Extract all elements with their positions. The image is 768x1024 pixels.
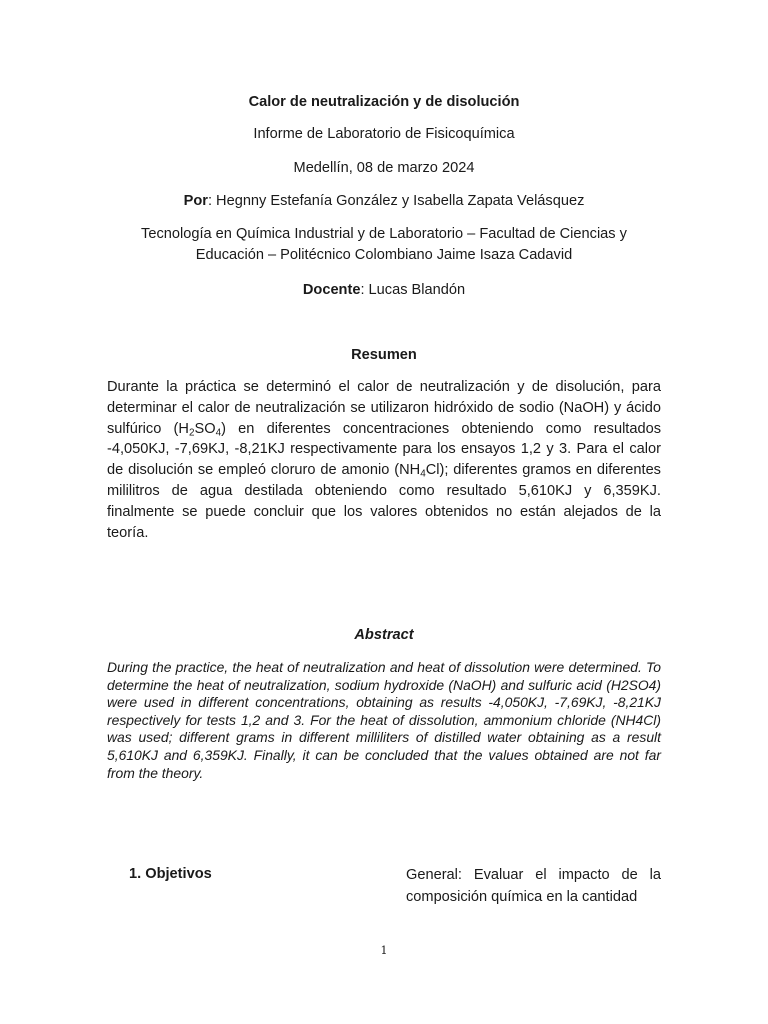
teacher-line xyxy=(0,280,768,300)
objetivos-general-text: General: Evaluar el impacto de la composición química en la cantidad xyxy=(406,867,661,905)
teacher-name: : Lucas Blandón xyxy=(360,282,466,298)
authors-label: Por xyxy=(183,193,208,209)
affiliation-line-1: Tecnología en Química Industrial y de Laboratorio – Facultad de Ciencias y xyxy=(141,226,627,242)
resumen-title: Resumen xyxy=(351,347,417,363)
document-subtitle: Informe de Laboratorio de Fisicoquímica xyxy=(253,126,515,142)
abstract-title: Abstract xyxy=(354,627,414,643)
teacher-label: Docente xyxy=(302,282,361,298)
resumen-paragraph: Durante la práctica se determinó el calor de neutralización y de disolución, para determinar el calor de neutralización se utilizaron hidróxido de sodio (NaOH) y ácido sulfúrico $(H_2SO_4)$ en diferentes concentraciones obteniendo como resultados -4,050KJ, -7,69KJ, -8,21KJ respectivamente para los ensayos 1,2 y 3. Para el calor de disolución se empleó cloruro de amonio $(NH_4Cl)$; diferentes gramos en diferentes mililitros de agua destilada obteniendo como resultado 5,610KJ y 6,359KJ. finalmente se puede concluir que los valores obtenidos no están alejados de la teoría. xyxy=(107,379,662,541)
authors-line xyxy=(0,191,768,211)
abstract-paragraph: During the practice, the heat of neutralization and heat of dissolution were determined. To determine the heat of neutralization, sodium hydroxide (NaOH) and sulfuric acid (H2SO4) were used in different concentrations, obtaining as results -4,050KJ, -7,69KJ, -8,21KJ respectively for tests 1,2 and 3. For the heat of dissolution, ammonium chloride (NH4Cl) was used; different grams in different milliliters of distilled water obtaining as a result 5,610KJ and 6,359KJ. Finally, it can be concluded that the values obtained are not far from the theory. xyxy=(107,659,661,781)
place-date: Medellín, 08 de marzo 2024 xyxy=(293,160,475,176)
affiliation-line-2: Educación – Politécnico Colombiano Jaime Isaza Cadavid xyxy=(195,247,573,263)
objetivos-heading: 1. Objetivos xyxy=(129,866,212,882)
authors-names: : Hegnny Estefanía González y Isabella Zapata Velásquez xyxy=(207,193,585,209)
page-number: 1 xyxy=(380,944,388,957)
document-title: Calor de neutralización y de disolución xyxy=(248,94,520,110)
